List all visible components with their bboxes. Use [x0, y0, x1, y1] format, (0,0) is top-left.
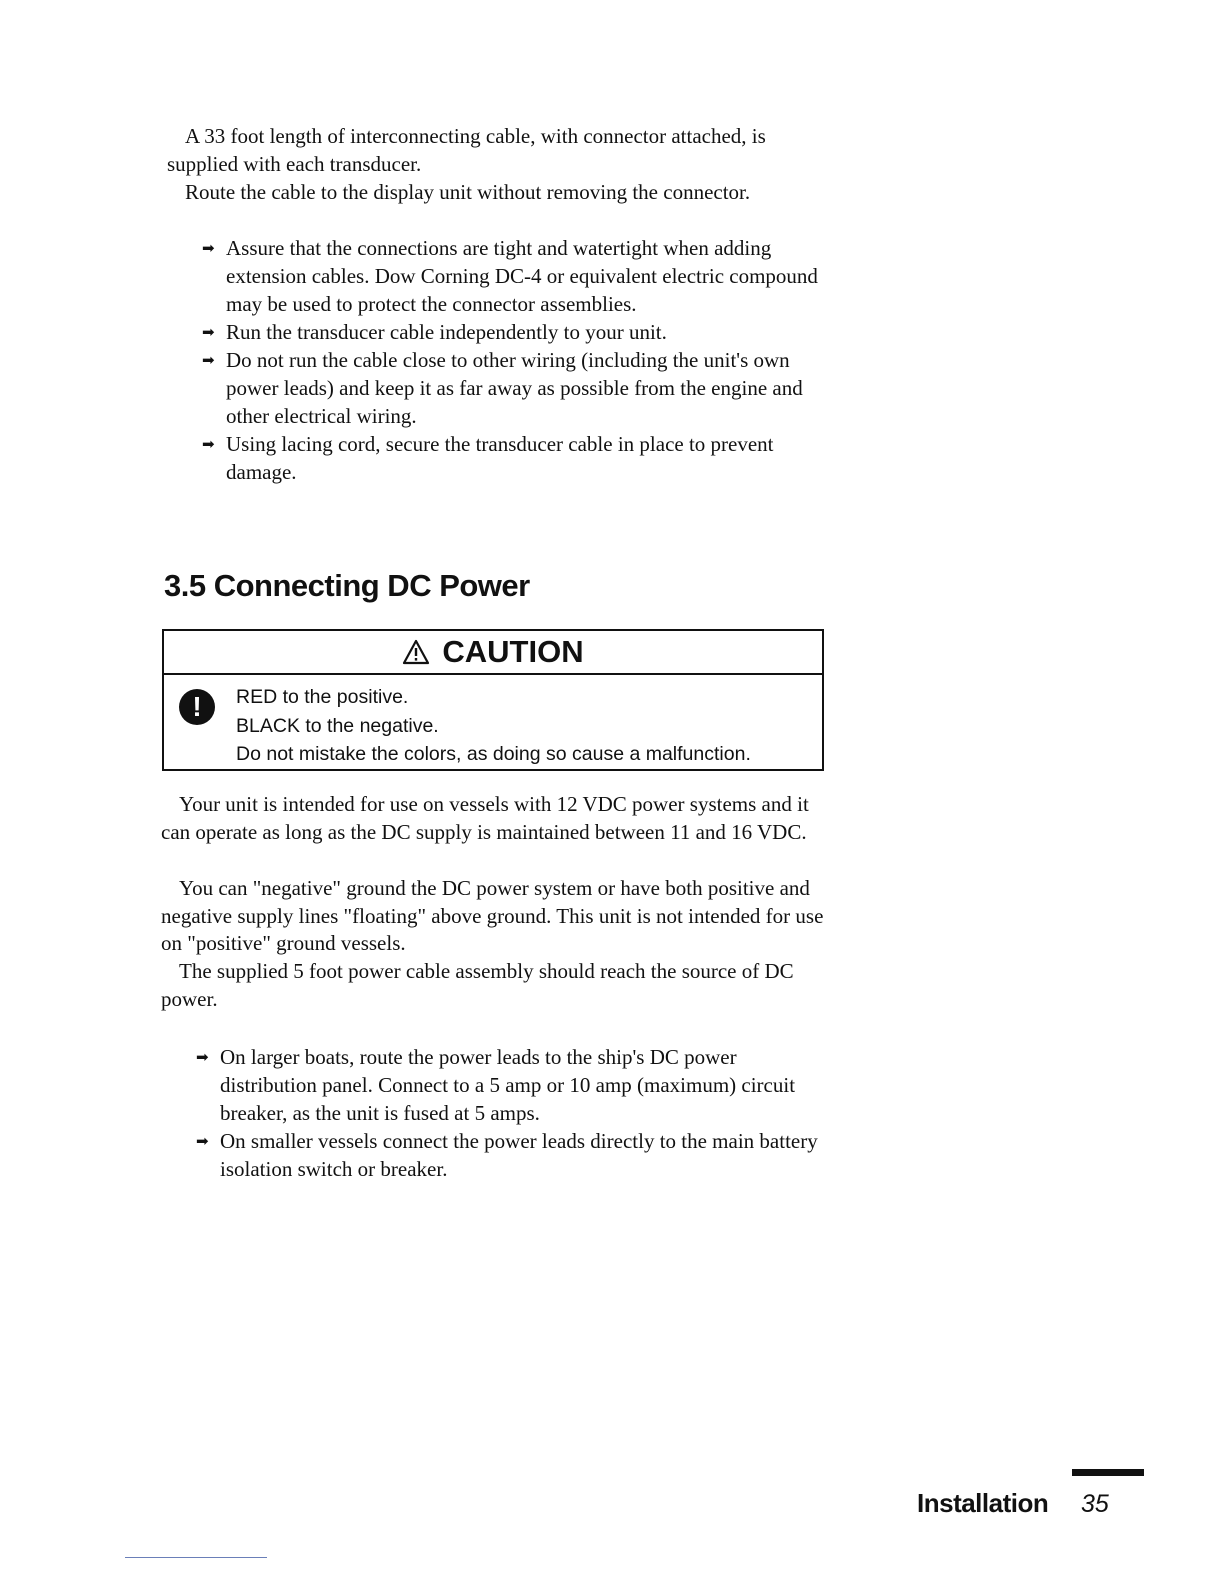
- list-item: [202, 234, 832, 318]
- caution-body: [164, 675, 822, 769]
- cable-bullet-list: [202, 234, 832, 486]
- exclamation-circle-icon: !: [179, 689, 215, 725]
- arrow-right-icon: ➡: [202, 351, 215, 369]
- list-item: [202, 346, 832, 430]
- list-item: [202, 318, 832, 346]
- list-item-text: Assure that the connections are tight and watertight when adding extension cables. Dow Corning DC-4 or equivalent electric compound may be used to protect the connector assemblies.: [226, 236, 818, 316]
- arrow-right-icon: ➡: [202, 239, 215, 257]
- arrow-right-icon: ➡: [202, 323, 215, 341]
- intro-paragraph: Route the cable to the display unit without removing the connector.: [185, 180, 751, 204]
- body-paragraph: Your unit is intended for use on vessels with 12 VDC power systems and it can operate as long as the DC supply is maintained between 11 and 16 VDC.: [161, 792, 809, 844]
- power-bullet-list: [196, 1043, 826, 1183]
- caution-line: BLACK to the negative.: [236, 714, 439, 737]
- caution-line: Do not mistake the colors, as doing so cause a malfunction.: [236, 743, 751, 765]
- page-number: 35: [1081, 1490, 1109, 1518]
- list-item-text: On larger boats, route the power leads to the ship's DC power distribution panel. Connect to a 5 amp or 10 amp (maximum) circuit breaker, as the unit is fused at 5 amps.: [220, 1045, 796, 1125]
- warning-triangle-icon: [402, 639, 430, 665]
- caution-line: RED to the positive.: [236, 686, 409, 708]
- list-item: [196, 1127, 826, 1183]
- scan-edge-line: [125, 1557, 267, 1558]
- footer-rule: [1072, 1469, 1144, 1476]
- section-heading: 3.5 Connecting DC Power: [164, 568, 530, 603]
- caution-header: [164, 631, 822, 675]
- list-item-text: On smaller vessels connect the power leads directly to the main battery isolation switch or breaker.: [220, 1129, 818, 1181]
- intro-paragraph: A 33 foot length of interconnecting cable, with connector attached, is supplied with each transducer.: [167, 124, 766, 176]
- list-item: [202, 430, 832, 486]
- caution-box: [162, 629, 824, 771]
- body-paragraph: The supplied 5 foot power cable assembly should reach the source of DC power.: [161, 959, 794, 1011]
- caution-title: CAUTION: [442, 634, 584, 669]
- footer-section-label: Installation: [917, 1488, 1049, 1518]
- list-item-text: Run the transducer cable independently to your unit.: [226, 320, 667, 344]
- arrow-right-icon: ➡: [196, 1048, 209, 1066]
- list-item-text: Do not run the cable close to other wiring (including the unit's own power leads) and keep it as far away as possible from the engine and other electrical wiring.: [226, 348, 803, 428]
- list-item-text: Using lacing cord, secure the transducer cable in place to prevent damage.: [226, 432, 774, 484]
- arrow-right-icon: ➡: [202, 435, 215, 453]
- body-paragraph: You can "negative" ground the DC power system or have both positive and negative supply lines "floating" above ground. This unit is not intended for use on "positive" ground vessels.: [161, 876, 824, 955]
- caution-lines: [236, 683, 751, 769]
- list-item: [196, 1043, 826, 1127]
- arrow-right-icon: ➡: [196, 1132, 209, 1150]
